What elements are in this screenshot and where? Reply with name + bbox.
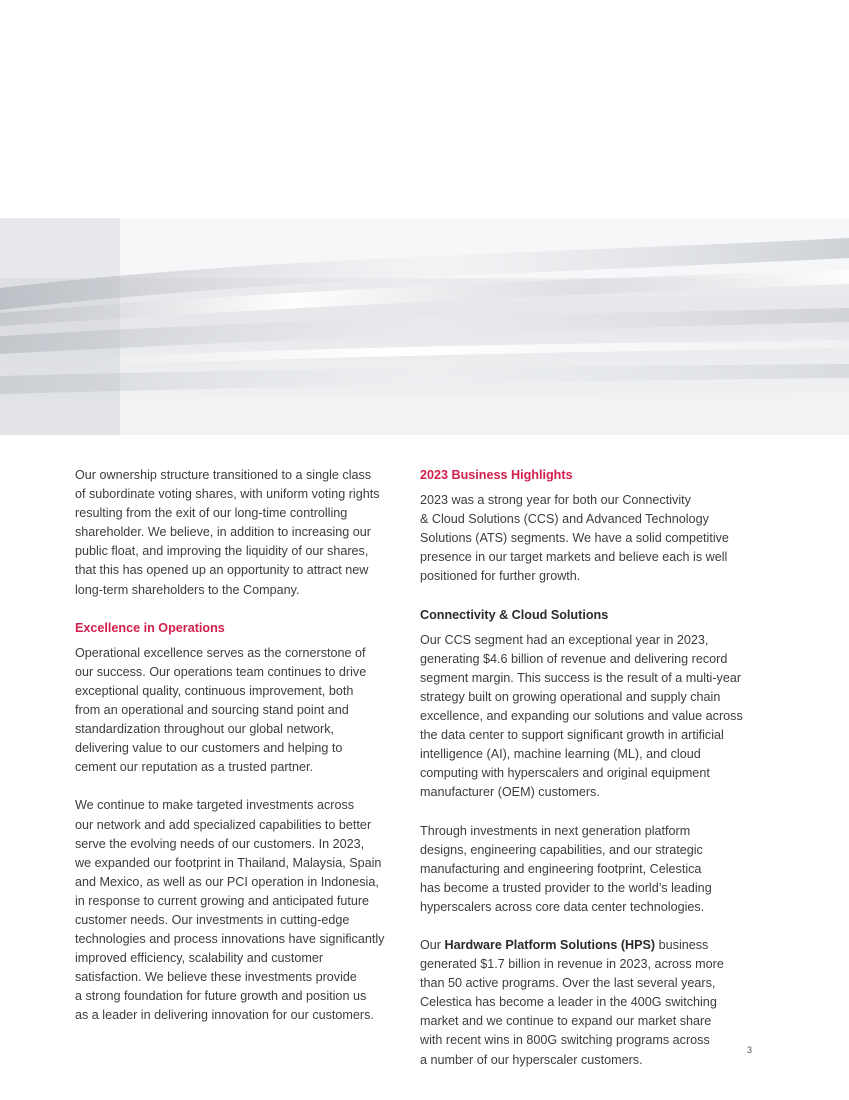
targeted-investments-paragraph: We continue to make targeted investments across our network and add specialized capabilities to better serve the evolving needs of our customers. In 2023, we expanded our footprint in Thailand, Malaysia, Spain and Mexico, as well as our PCI operation in Indonesia, in response to current growing and anticipated future customer needs. Our investments in cutting-edge technologies and process innovations have significantly improved efficiency, scalability and customer satisfaction. We believe these investments provide a strong foundation for future growth and position us as a leader in delivering innovation for our customers. — [75, 798, 385, 1023]
hps-prefix: Our — [420, 937, 445, 952]
hps-paragraph — [420, 936, 760, 1070]
left-column — [75, 466, 395, 1045]
business-highlights-heading: 2023 Business Highlights — [420, 468, 573, 482]
hero-banner-image — [0, 218, 849, 435]
hps-body: business generated $1.7 billion in revenue in 2023, across more than 50 active programs. Over the last several years, Celestica has become a leader in the 400G switching market and we continue to expand our market share with recent wins in 800G switching programs across a number of our hyperscaler customers. — [420, 937, 724, 1067]
page-number: 3 — [746, 1045, 752, 1055]
ownership-paragraph: Our ownership structure transitioned to a single class of subordinate voting shares, with uniform voting rights resulting from the exit of our long-time controlling shareholder. We believe, in addition to increasing our public float, and improving the liquidity of our shares, that this has opened up an opportunity to attract new long-term shareholders to the Company. — [75, 468, 380, 597]
connectivity-cloud-subheading: Connectivity & Cloud Solutions — [420, 607, 609, 622]
next-gen-investments-paragraph: Through investments in next generation platform designs, engineering capabilities, and our strategic manufacturing and engineering footprint, Celestica has become a trusted provider to the world’s leading hyperscalers across core data center technologies. — [420, 823, 712, 914]
highlights-intro-paragraph: 2023 was a strong year for both our Connectivity & Cloud Solutions (CCS) and Advanced Technology Solutions (ATS) segments. We have a solid competitive presence in our target markets and believe each is well positioned for further growth. — [420, 493, 729, 584]
ccs-segment-paragraph: Our CCS segment had an exceptional year in 2023, generating $4.6 billion of revenue and delivering record segment margin. This success is the result of a multi-year strategy built on growing operational and supply chain excellence, and expanding our solutions and value across the data center to support significant growth in artificial intelligence (AI), machine learning (ML), and cloud computing with hyperscalers and original equipment manufacturer (OEM) customers. — [420, 632, 743, 800]
excellence-in-operations-heading: Excellence in Operations — [75, 620, 225, 635]
hps-bold-term: Hardware Platform Solutions (HPS) — [444, 937, 656, 952]
operational-excellence-paragraph: Operational excellence serves as the cornerstone of our success. Our operations team continues to drive exceptional quality, continuous improvement, both from an operational and sourcing stand point and standardization throughout our global network, delivering value to our customers and helping to cement our reputation as a trusted partner. — [75, 645, 367, 775]
light-streaks-graphic — [0, 218, 849, 435]
right-column — [420, 466, 760, 1089]
